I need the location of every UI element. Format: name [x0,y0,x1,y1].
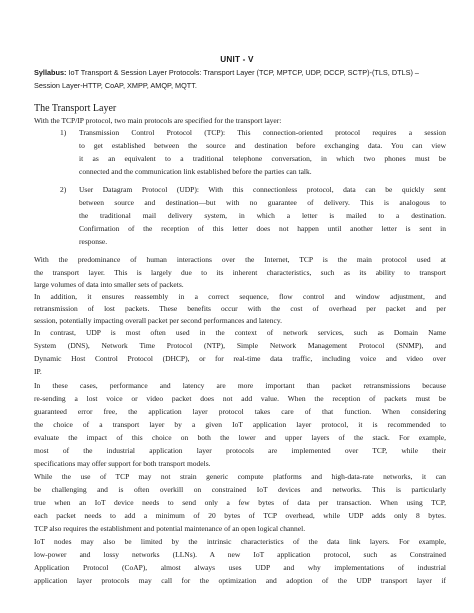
unit-title: UNIT - V [220,55,254,64]
body-line: While the use of TCP may not strain generic compute platforms and high-data-rate networks, it can [34,472,446,481]
list-item-line: between source and destination—but with no guarantee of delivery. This is analogous to [79,198,446,207]
body-line: IoT nodes may also be limited by the intrinsic characteristics of the data link layers. For example, [34,537,446,546]
body-line: In addition, it ensures reassembly in a correct sequence, flow control and window adjustment, and [34,292,446,301]
body-line: the choice of a transport layer by a given IoT application layer protocol, it is recommended to [34,420,446,429]
list-item-line: User Datagram Protocol (UDP): With this connectionless protocol, data can be quickly sent [79,185,446,194]
syllabus-label: Syllabus: [34,68,67,77]
intro-line: With the TCP/IP protocol, two main protocols are specified for the transport layer: [34,116,282,125]
body-line: IP. [34,367,42,376]
body-line: the transport layer. This is largely due to its inherent characteristics, such as its ability to transport [34,268,446,277]
body-line: retransmission of lost packets. These benefits occur with the cost of overhead per packet and per [34,304,446,313]
list-number: 1) [60,128,67,137]
list-number: 2) [60,185,67,194]
body-line: TCP also requires the establishment and potential maintenance of an open logical channel. [34,524,306,533]
body-line: In contrast, UDP is most often used in the context of network services, such as Domain Name [34,328,446,337]
body-line: evaluate the impact of this choice on both the lower and upper layers of the stack. For example, [34,433,446,442]
body-line: large volumes of data into smaller sets of packets. [34,280,184,289]
body-line: be challenging and is often overkill on constrained IoT devices and networks. This is particularly [34,485,446,494]
body-line: session, potentially impacting overall packet per second performances and latency. [34,316,282,325]
section-heading: The Transport Layer [34,103,117,114]
body-line: In these cases, performance and latency are more important than packet retransmissions because [34,381,446,390]
body-line: low-power and lossy networks (LLNs). A new IoT application protocol, such as Constrained [34,550,446,559]
list-item-line: response. [79,237,108,246]
body-line: With the predominance of human interactions over the Internet, TCP is the main protocol used at [34,255,446,264]
body-line: each packet needs to add a minimum of 20 bytes of TCP overhead, while UDP adds only 8 bytes. [34,511,446,520]
list-item-line: Confirmation of the reception of this letter does not happen until another letter is sent in [79,224,446,233]
body-line: Application Protocol (CoAP), almost always uses UDP and why implementations of industrial [34,563,446,572]
syllabus-text: IoT Transport & Session Layer Protocols: Transport Layer (TCP, MPTCP, UDP, DCCP, SCTP)-(TLS, DTLS) – Session Layer-HTTP, CoAP, XMPP, AMQP, MQTT. [34,68,419,90]
syllabus-paragraph [34,67,446,92]
body-line: application layer protocols may call for the optimization and adoption of the UDP transport layer if [34,576,446,585]
body-line: Dynamic Host Control Protocol (DHCP), or for real-time data traffic, including voice and video over [34,354,446,363]
list-item-line: connected and the communication link established before the parties can talk. [79,167,312,176]
list-item-line: Transmission Control Protocol (TCP): This connection-oriented protocol requires a session [79,128,446,137]
body-line: guaranteed error free, the application layer protocol takes care of that function. When considering [34,407,446,416]
body-line: most of the industrial application layer protocols are implemented over TCP, while their [34,446,446,455]
body-line: specifications may offer support for both transport models. [34,459,211,468]
list-item-line: to get established between the source and destination before exchanging data. You can view [79,141,446,150]
list-item-line: the traditional mail delivery system, in which a letter is mailed to a destination. [79,211,446,220]
body-line: re-sending a lost voice or video packet does not add value. When the reception of packets must be [34,394,446,403]
body-line: true when an IoT device needs to send only a few bytes of data per transaction. When using TCP, [34,498,446,507]
list-item-line: it as an equivalent to a traditional telephone conversation, in which two phones must be [79,154,446,163]
body-line: System (DNS), Network Time Protocol (NTP), Simple Network Management Protocol (SNMP), and [34,341,446,350]
